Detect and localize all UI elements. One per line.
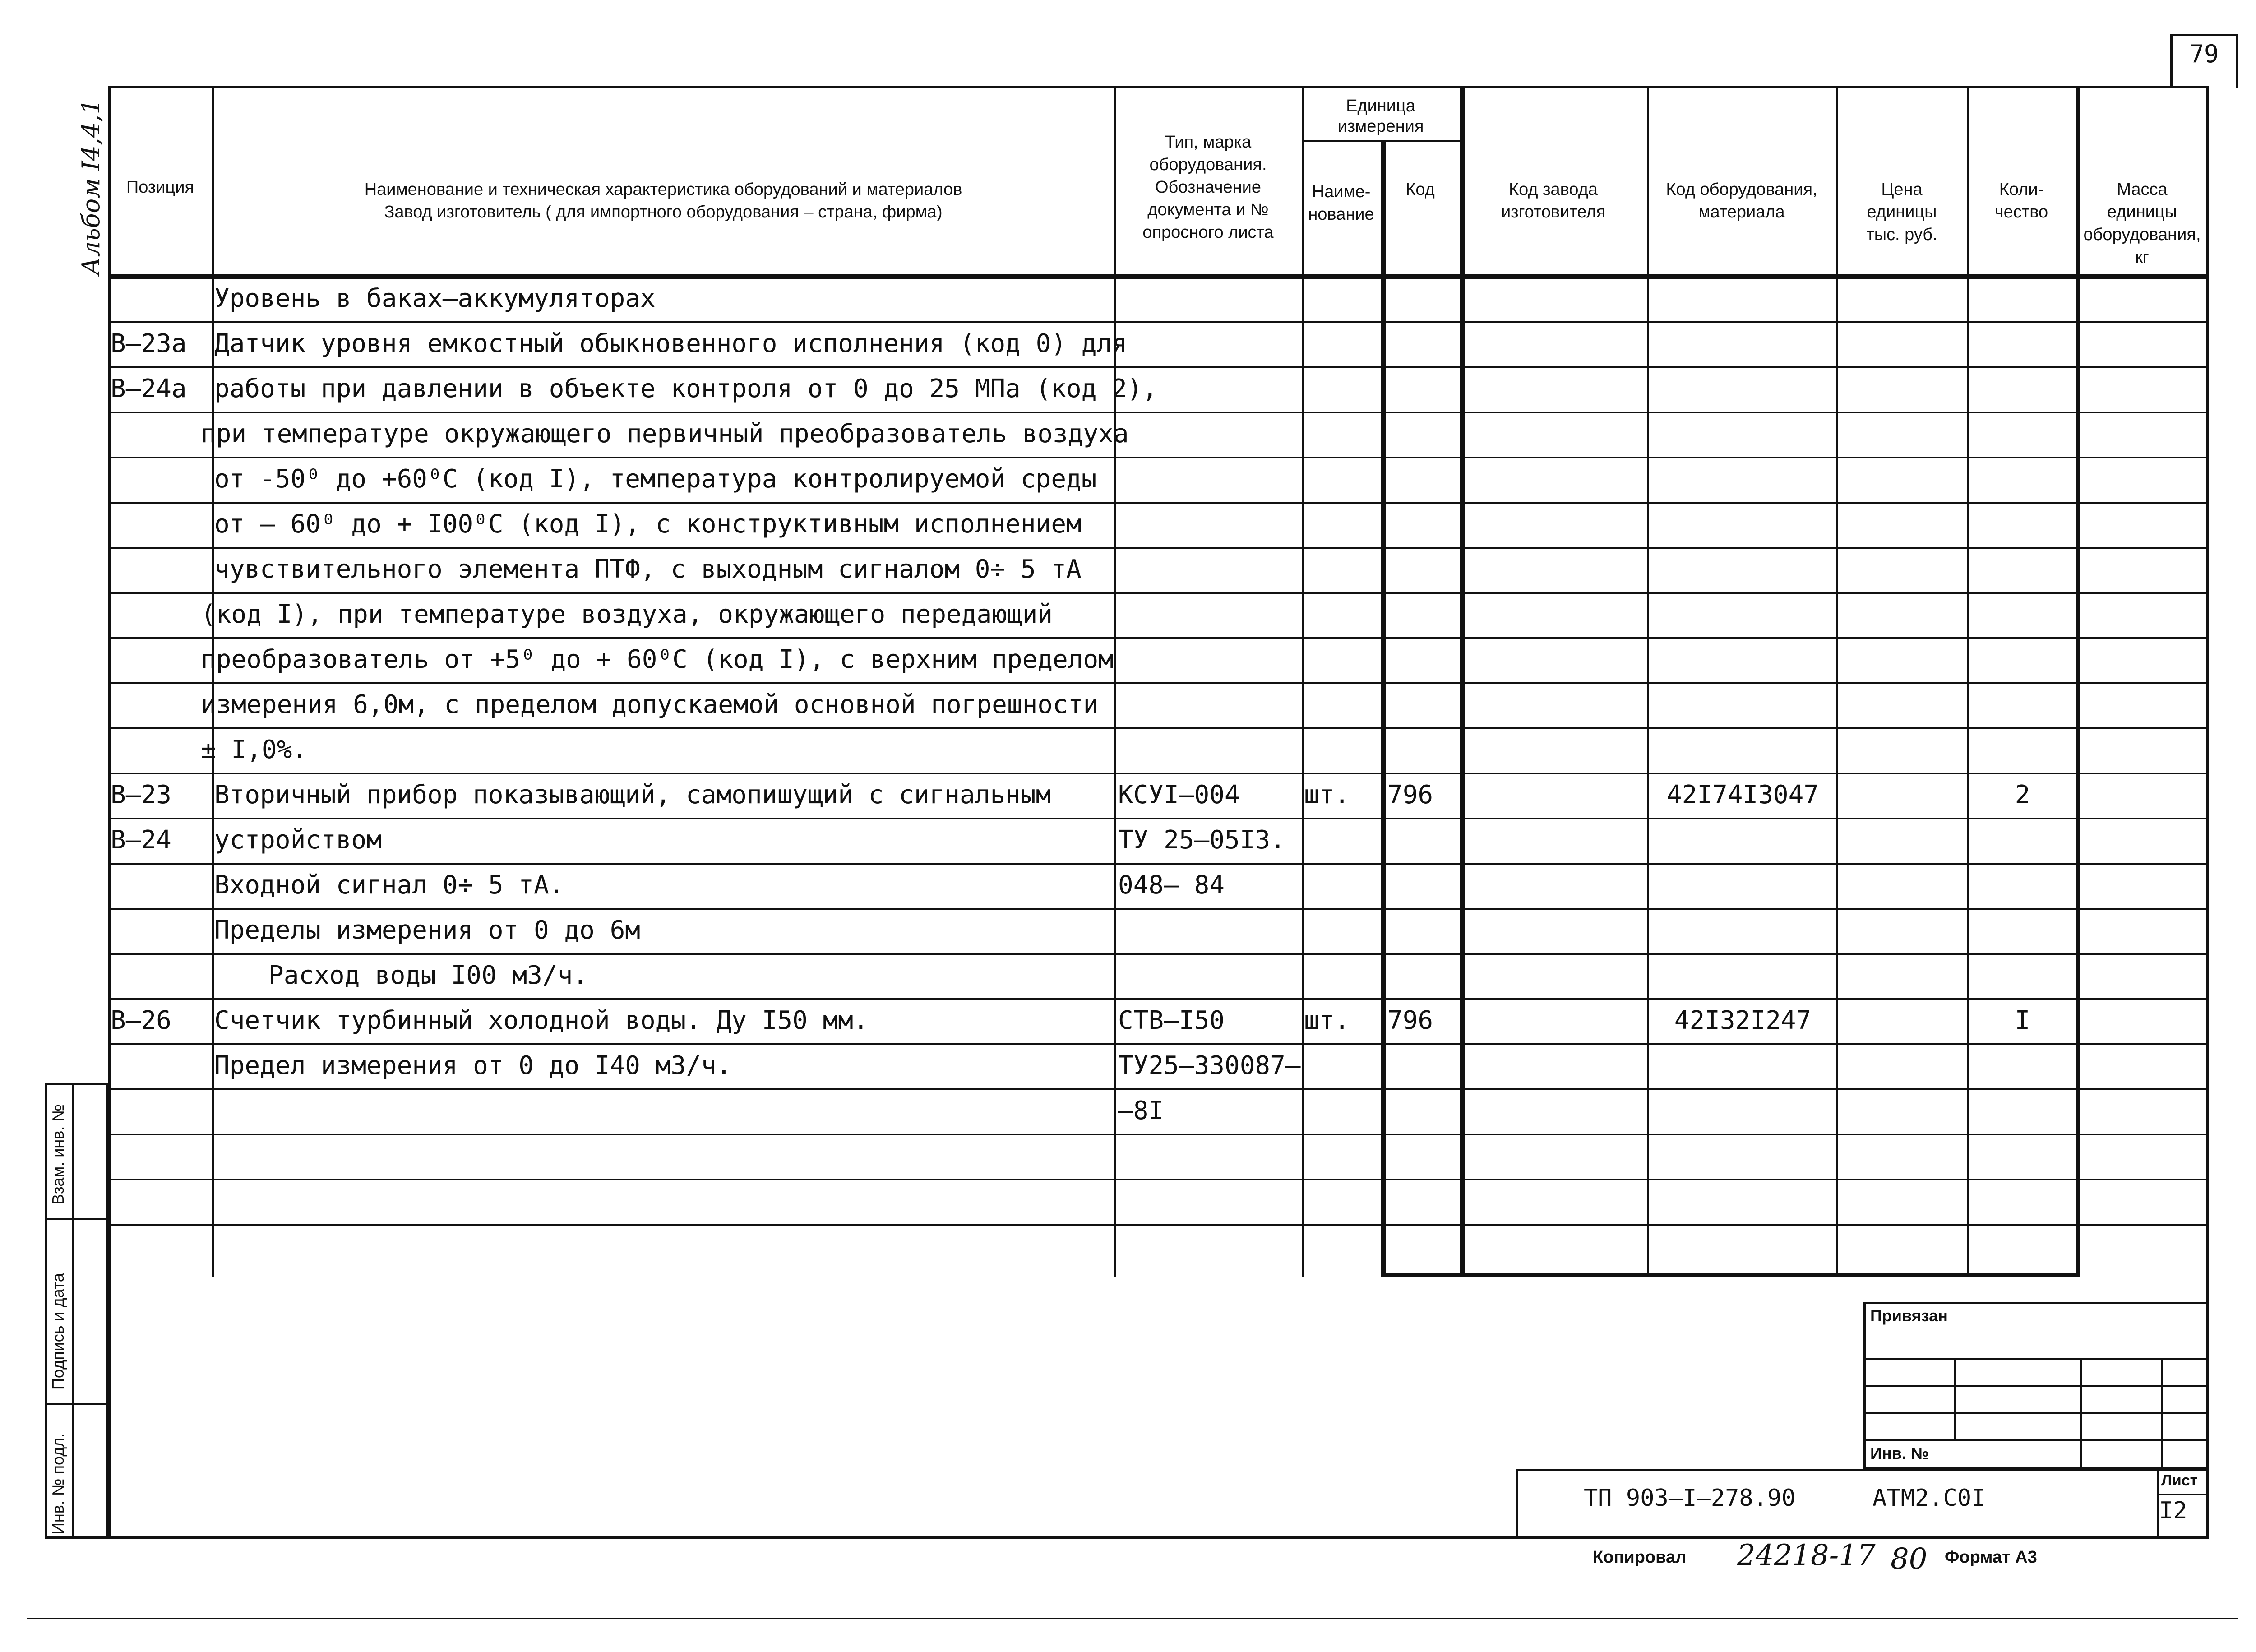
- row-divider: [108, 1134, 2209, 1135]
- album-label: Альбом I4,4,1: [77, 99, 105, 275]
- col-divider: [1460, 86, 1465, 1277]
- header-unit-line2: измерения: [1337, 117, 1424, 136]
- cell-text: Пределы измерения от 0 до 6м: [214, 916, 641, 945]
- cell-pos: В–23: [111, 780, 171, 810]
- header-type-line2: оборудования.: [1149, 155, 1267, 174]
- header-name-line1: Наименование и техническая характеристика оборудований и материалов: [364, 180, 962, 199]
- col-divider: [1967, 86, 1969, 1277]
- header-type-line3: Обозначение: [1155, 178, 1261, 197]
- replace-inv-label: Взам. инв. №: [49, 1104, 67, 1205]
- col-divider: [1381, 140, 1386, 1277]
- cell-text: чувствительного элемента ПТФ, с выходным сигналом 0÷ 5 тА: [214, 555, 1082, 584]
- cell-text: Расход воды I00 м3/ч.: [268, 961, 588, 990]
- cell-text: от -50⁰ до +60⁰С (код I), температура контролируемой среды: [214, 464, 1097, 494]
- cell-text: Предел измерения от 0 до I40 м3/ч.: [214, 1051, 732, 1080]
- page-bottom-rule: [27, 1618, 2238, 1619]
- stamp-divider: [1863, 1439, 2209, 1441]
- cell-text: (код I), при температуре воздуха, окружающего передающий: [201, 600, 1053, 629]
- cell-text: преобразователь от +5⁰ до + 60⁰С (код I), с верхним пределом: [201, 645, 1114, 674]
- cell-pos: В–23а: [111, 329, 187, 358]
- col-divider: [1302, 86, 1304, 1277]
- header-price-line2: единицы: [1867, 203, 1937, 222]
- col-divider: [1114, 86, 1116, 1277]
- header-divider: [1302, 140, 1460, 142]
- handwritten-number-2: 80: [1891, 1542, 1928, 1576]
- row-divider: [108, 1224, 2209, 1226]
- cell-type: КСУI–004: [1118, 780, 1240, 810]
- sheet-code: АТМ2.С0I: [1872, 1485, 1986, 1512]
- stamp-divider: [2080, 1358, 2082, 1469]
- copied-label: Копировал: [1593, 1548, 1687, 1567]
- page-number: 79: [2189, 40, 2219, 68]
- cell-qty: 2: [2015, 780, 2030, 810]
- row-divider: [108, 1179, 2209, 1180]
- cell-type: ТУ25–330087–: [1118, 1051, 1301, 1080]
- header-unit-name-line1: Наиме-: [1312, 182, 1371, 201]
- cell-code: 796: [1387, 780, 1433, 810]
- attached-label: Привязан: [1870, 1306, 1948, 1325]
- inv-orig-label: Инв. № подл.: [49, 1433, 67, 1534]
- stamp-divider: [1863, 1412, 2209, 1414]
- header-price-line1: Цена: [1881, 180, 1923, 199]
- title-block-divider: [2157, 1469, 2159, 1539]
- cell-pos: В–24а: [111, 374, 187, 403]
- stamp-divider: [2161, 1358, 2163, 1469]
- header-mass-line1: Масса: [2117, 180, 2168, 199]
- header-mass-line3: оборудования,: [2083, 225, 2201, 244]
- cell-text: при температуре окружающего первичный преобразователь воздуха: [201, 419, 1129, 449]
- cell-type: СТВ–I50: [1118, 1006, 1225, 1035]
- inv-no-label: Инв. №: [1870, 1444, 1929, 1462]
- cell-equip: 42I74I3047: [1666, 780, 1819, 810]
- cell-qty: I: [2015, 1006, 2030, 1035]
- cell-text: измерения 6,0м, с пределом допускаемой основной погрешности: [201, 690, 1099, 719]
- header-type-line1: Тип, марка: [1165, 133, 1252, 152]
- sheet-label: Лист: [2161, 1472, 2198, 1489]
- cell-type: –8I: [1118, 1096, 1164, 1125]
- left-stamp-divider: [72, 1083, 74, 1539]
- header-qty-line1: Коли-: [1999, 180, 2044, 199]
- cell-equip: 42I32I247: [1674, 1006, 1812, 1035]
- cell-type: 048– 84: [1118, 870, 1225, 900]
- col-divider: [1836, 86, 1838, 1277]
- sign-date-label: Подпись и дата: [49, 1273, 67, 1390]
- cell-text: Счетчик турбинный холодной воды. Ду I50 мм.: [214, 1006, 869, 1035]
- header-position: Позиция: [126, 178, 194, 197]
- title-block-divider: [2157, 1494, 2209, 1495]
- header-price-line3: тыс. руб.: [1866, 225, 1937, 244]
- header-unit-code: Код: [1405, 180, 1435, 199]
- format-label: Формат А3: [1945, 1548, 2037, 1567]
- doc-code: ТП 903–I–278.90: [1584, 1485, 1796, 1512]
- col-divider: [1647, 86, 1649, 1277]
- cell-unit: шт.: [1304, 780, 1350, 810]
- stamp-divider: [1863, 1385, 2209, 1387]
- header-type-line4: документа и №: [1147, 200, 1269, 219]
- cell-pos: В–24: [111, 825, 171, 855]
- header-unit-line1: Единица: [1346, 97, 1415, 116]
- header-equip-code-line2: материала: [1698, 203, 1785, 222]
- header-mass-line2: единицы: [2107, 203, 2177, 222]
- cell-text: устройством: [214, 825, 382, 855]
- header-plant-code-line2: изготовителя: [1501, 203, 1606, 222]
- cell-text: Вторичный прибор показывающий, самопишущий с сигнальным: [214, 780, 1051, 810]
- cell-text: Датчик уровня емкостный обыкновенного исполнения (код 0) для: [214, 329, 1127, 358]
- left-stamp-divider: [45, 1218, 108, 1220]
- cell-type: ТУ 25–05I3.: [1118, 825, 1285, 855]
- stamp-divider: [1863, 1358, 2209, 1360]
- table-bottom: [1381, 1273, 2076, 1277]
- cell-text: ± I,0%.: [201, 735, 308, 764]
- cell-text: Входной сигнал 0÷ 5 тА.: [214, 870, 564, 900]
- cell-text: от – 60⁰ до + I00⁰С (код I), с конструктивным исполнением: [214, 509, 1082, 539]
- cell-text: Уровень в баках–аккумуляторах: [214, 284, 656, 313]
- header-mass-line4: кг: [2135, 248, 2149, 267]
- header-type-line5: опросного листа: [1142, 223, 1274, 242]
- header-name-line2: Завод изготовитель ( для импортного оборудования – страна, фирма): [384, 203, 943, 222]
- handwritten-number: 24218-17: [1737, 1539, 1876, 1572]
- cell-unit: шт.: [1304, 1006, 1350, 1035]
- header-qty-line2: чество: [1994, 203, 2048, 222]
- stamp-divider: [1954, 1358, 1956, 1439]
- cell-pos: В–26: [111, 1006, 171, 1035]
- cell-text: работы при давлении в объекте контроля от 0 до 25 МПа (код 2),: [214, 374, 1158, 403]
- header-equip-code-line1: Код оборудования,: [1666, 180, 1817, 199]
- header-plant-code-line1: Код завода: [1508, 180, 1598, 199]
- cell-code: 796: [1387, 1006, 1433, 1035]
- sheet-number: I2: [2159, 1497, 2187, 1524]
- header-unit-name-line2: нование: [1308, 205, 1374, 224]
- left-stamp-divider: [45, 1403, 108, 1405]
